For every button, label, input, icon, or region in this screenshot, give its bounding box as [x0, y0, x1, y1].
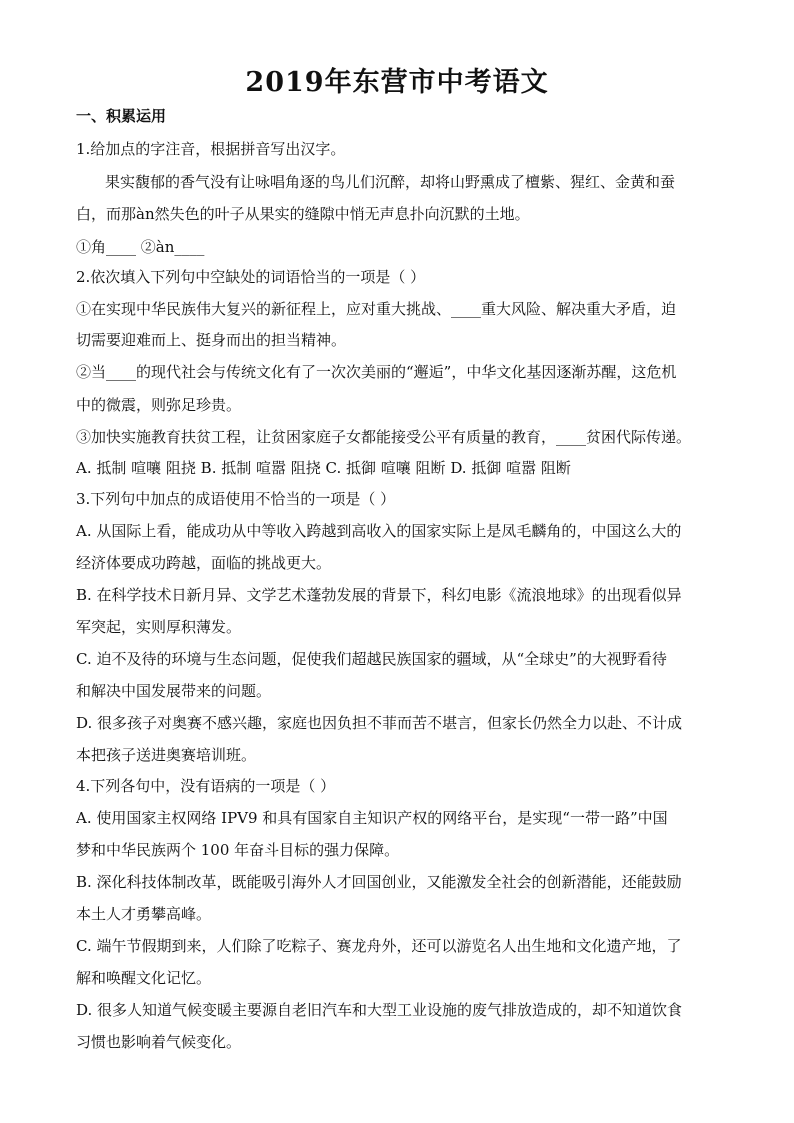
question-4-option-d-line-1: D. 很多人知道气候变暖主要源自老旧汽车和大型工业设施的废气排放造成的，却不知道饮食: [76, 1001, 683, 1019]
question-4-stem: 4.下列各句中，没有语病的一项是（ ）: [76, 777, 336, 795]
question-4-option-a-line-1: A. 使用国家主权网络 IPV9 和具有国家自主知识产权的网络平台，是实现“一带一路”中国: [76, 809, 668, 827]
question-4-option-b-line-2: 本土人才勇攀高峰。: [76, 905, 212, 923]
question-3-option-d-line-1: D. 很多孩子对奥赛不感兴趣，家庭也因负担不菲而苦不堪言，但家长仍然全力以赴、不计成: [76, 714, 683, 732]
question-3-stem: 3.下列句中加点的成语使用不恰当的一项是（ ）: [76, 490, 396, 508]
question-2-options: A. 抵制 喧嚷 阻挠 B. 抵制 喧嚣 阻挠 C. 抵御 喧嚷 阻断 D. 抵御 喧嚣 阻断: [76, 459, 571, 477]
question-3-option-b-line-2: 军突起，实则厚积薄发。: [76, 618, 242, 636]
question-3-option-a-line-1: A. 从国际上看，能成功从中等收入跨越到高收入的国家实际上是凤毛麟角的，中国这么大的: [76, 522, 682, 540]
question-2-sentence-3: ③加快实施教育扶贫工程，让贫困家庭子女都能接受公平有质量的教育，____贫困代际传递。: [76, 428, 692, 446]
question-2-sentence-2-line-1: ②当____的现代社会与传统文化有了一次次美丽的“邂逅”，中华文化基因逐渐苏醒，这危机: [76, 363, 677, 381]
question-4-option-b-line-1: B. 深化科技体制改革，既能吸引海外人才回国创业，又能激发全社会的创新潜能，还能鼓励: [76, 873, 682, 891]
question-2-sentence-2-line-2: 中的微震，则弥足珍贵。: [76, 396, 242, 414]
question-4-option-d-line-2: 习惯也影响着气候变化。: [76, 1033, 242, 1051]
question-4-option-c-line-1: C. 端午节假期到来，人们除了吃粽子、赛龙舟外，还可以游览名人出生地和文化遗产地，了: [76, 937, 682, 955]
question-1-stem: 1.给加点的字注音，根据拼音写出汉字。: [76, 140, 346, 158]
question-3-option-b-line-1: B. 在科学技术日新月异、文学艺术蓬勃发展的背景下，科幻电影《流浪地球》的出现看似异: [76, 586, 682, 604]
section-heading: 一、积累运用: [76, 107, 167, 125]
question-3-option-a-line-2: 经济体要成功跨越，面临的挑战更大。: [76, 554, 332, 572]
question-3-option-c-line-2: 和解决中国发展带来的问题。: [76, 682, 272, 700]
page-title: 2019年东营市中考语文: [245, 67, 549, 98]
question-2-stem: 2.依次填入下列句中空缺处的词语恰当的一项是（ ）: [76, 268, 426, 286]
question-1-passage-line-2: 白，而那àn然失色的叶子从果实的缝隙中悄无声息扑向沉默的土地。: [76, 205, 530, 223]
question-1-blanks: ①角____ ②àn____: [76, 238, 205, 256]
question-3-option-d-line-2: 本把孩子送进奥赛培训班。: [76, 746, 257, 764]
question-4-option-a-line-2: 梦和中华民族两个 100 年奋斗目标的强力保障。: [76, 841, 400, 859]
question-1-passage-line-1: 果实馥郁的香气没有让咏唱角逐的鸟儿们沉醉，却将山野熏成了檀紫、猩红、金黄和蚕: [105, 173, 676, 191]
question-2-sentence-1-line-2: 切需要迎难而上、挺身而出的担当精神。: [76, 331, 347, 349]
question-2-sentence-1-line-1: ①在实现中华民族伟大复兴的新征程上，应对重大挑战、____重大风险、解决重大矛盾，迫: [76, 300, 677, 318]
question-3-option-c-line-1: C. 迫不及待的环境与生态问题，促使我们超越民族国家的疆域，从“全球史”的大视野看待: [76, 650, 667, 668]
question-4-option-c-line-2: 解和唤醒文化记忆。: [76, 969, 212, 987]
